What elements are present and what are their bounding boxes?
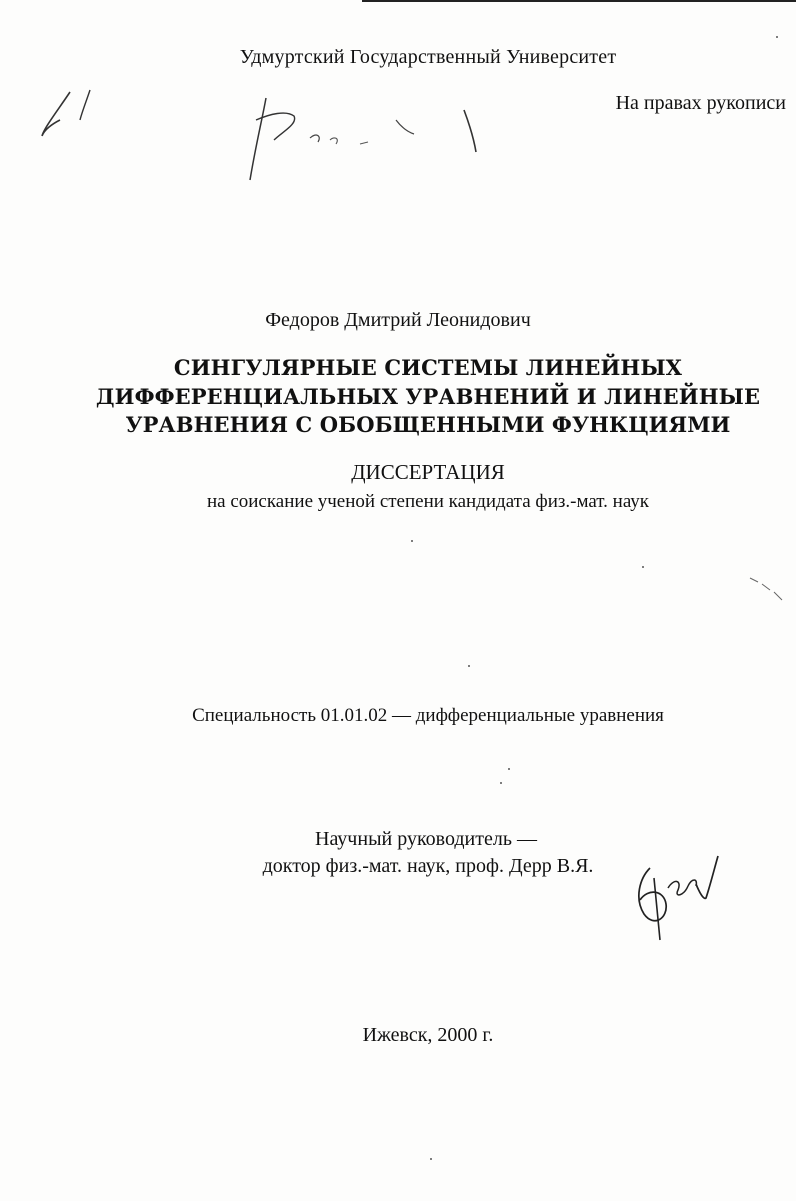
scan-speck [468,665,470,667]
university-name: Удмуртский Государственный Университет [239,46,617,68]
scan-speck [508,768,510,770]
document-type: ДИССЕРТАЦИЯ [351,460,505,484]
scan-speck [430,1158,432,1160]
specialty-line: Специальность 01.01.02 — дифференциальные уравнения [192,705,664,726]
supervisor-name: доктор физ.-мат. наук, проф. Дерр В.Я. [262,855,594,877]
title-line-3: УРАВНЕНИЯ С ОБОБЩЕННЫМИ ФУНКЦИЯМИ [125,412,731,437]
place-and-year: Ижевск, 2000 г. [362,1024,494,1046]
supervisor-label: Научный руководитель — [315,828,537,850]
author-name: Федоров Дмитрий Леонидович [265,309,531,331]
scan-mark [748,574,788,604]
top-border-line [362,0,796,2]
scan-speck [500,782,502,784]
title-line-1: СИНГУЛЯРНЫЕ СИСТЕМЫ ЛИНЕЙНЫХ [173,355,683,380]
title-line-2: ДИФФЕРЕНЦИАЛЬНЫХ УРАВНЕНИЙ И ЛИНЕЙНЫЕ [95,384,761,409]
scan-speck [642,566,644,568]
manuscript-note: На правах рукописи [615,92,786,114]
scan-speck [411,540,413,542]
handwritten-annotation [30,80,490,190]
degree-statement: на соискание ученой степени кандидата физ.-мат. наук [206,491,650,512]
scan-speck [776,36,778,38]
